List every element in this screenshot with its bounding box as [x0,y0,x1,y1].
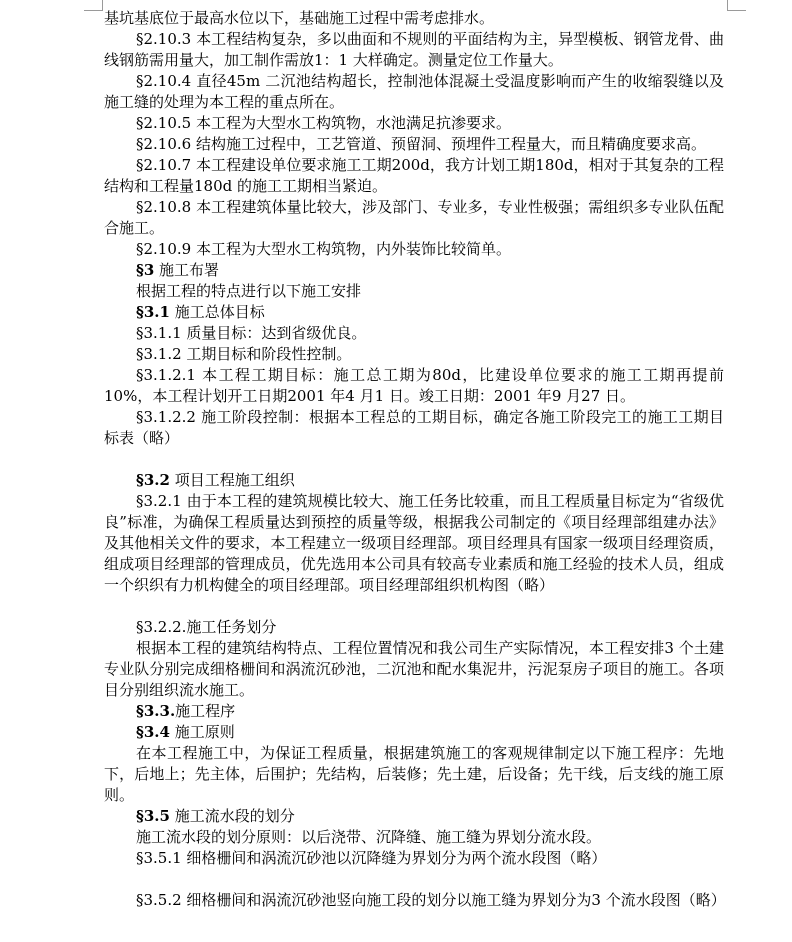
body-paragraph: §2.10.6 结构施工过程中，工艺管道、预留洞、预埋件工程量大，而且精确度要求高。 [136,135,706,153]
section-number: §3 [136,261,155,279]
body-paragraph: 在本工程施工中，为保证工程质量，根据建筑施工的客观规律制定以下施工程序：先地下，后地上；先主体，后围护；先结构，后装修；先土建，后设备；先干线，后支线的施工原则。 [104,744,724,804]
body-paragraph: §3.5.1 细格栅间和涡流沉砂池以沉降缝为界划分为两个流水段图（略） [136,849,607,867]
body-paragraph: §3.5.2 细格栅间和涡流沉砂池竖向施工段的划分以施工缝为界划分为3 个流水段图（略） [136,891,726,909]
body-paragraph: 根据工程的特点进行以下施工安排 [136,282,362,300]
section-number: §3.3. [136,702,176,720]
body-paragraph: §3.2.2.施工任务划分 [136,618,277,636]
section-heading [104,260,724,281]
body-paragraph: 基坑基底位于最高水位以下，基础施工过程中需考虑排水。 [104,9,495,27]
document-body [104,8,724,911]
body-paragraph: 根据本工程的建筑结构特点、工程位置情况和我公司生产实际情况，本工程安排3 个土建专业队分别完成细格栅间和涡流沉砂池，二沉池和配水集泥井，污泥泵房子项目的施工。各项目分别组织流水施工。 [104,639,724,699]
section-title: 施工总体目标 [169,303,265,321]
body-paragraph: §3.1.2 工期目标和阶段性控制。 [136,345,352,363]
section-title: 施工布署 [154,261,220,279]
margin-marker-top-left [84,0,103,11]
body-paragraph: §2.10.4 直径45m 二沉池结构超长，控制池体混凝土受温度影响而产生的收缩裂缝以及施工缝的处理为本工程的重点所在。 [104,72,724,111]
section-number: §3.4 [136,723,170,741]
body-paragraph: §2.10.7 本工程建设单位要求施工工期200d，我方计划工期180d，相对于其复杂的工程结构和工程量180d 的施工工期相当紧迫。 [104,156,724,195]
section-heading [104,701,724,722]
section-heading [104,470,724,491]
section-heading [104,722,724,743]
body-paragraph: 施工流水段的划分原则：以后浇带、沉降缝、施工缝为界划分流水段。 [136,828,602,846]
section-title: 施工流水段的划分 [169,807,295,825]
body-paragraph: §3.1.2.1 本工程工期目标：施工总工期为80d，比建设单位要求的施工工期再提前10%，本工程计划开工日期2001 年4 月1 日。竣工日期：2001 年9 月27 日。 [104,366,724,405]
section-number: §3.1 [136,303,170,321]
section-heading [104,302,724,323]
body-paragraph: §3.2.1 由于本工程的建筑规模比较大、施工任务比较重，而且工程质量目标定为“省级优良”标准，为确保工程质量达到预控的质量等级，根据我公司制定的《项目经理部组建办法》及其他相关文件的要求，本工程建立一级项目经理部。项目经理具有国家一级项目经理资质，组成项目经理部的管理成员，优先选用本公司具有较高专业素质和施工经验的技术人员，组成一个织织有力机构健全的项目经理部。项目经理部组织机构图（略） [104,492,724,594]
body-paragraph: §2.10.5 本工程为大型水工构筑物，水池满足抗渗要求。 [136,114,511,132]
body-paragraph: §2.10.9 本工程为大型水工构筑物，内外装饰比较简单。 [136,240,511,258]
section-title: 施工原则 [169,723,235,741]
section-number: §3.2 [136,471,170,489]
section-title: 施工程序 [175,702,236,720]
margin-marker-top-right [727,0,746,11]
body-paragraph: §2.10.3 本工程结构复杂，多以曲面和不规则的平面结构为主，异型模板、钢管龙骨、曲线钢筋需用量大，加工制作需放1：1 大样确定。测量定位工作量大。 [104,30,724,69]
body-paragraph: §3.1.2.2 施工阶段控制：根据本工程总的工期目标，确定各施工阶段完工的施工工期目标表（略） [104,408,724,447]
section-heading [104,806,724,827]
section-title: 项目工程施工组织 [169,471,295,489]
body-paragraph: §2.10.8 本工程建筑体量比较大，涉及部门、专业多，专业性极强；需组织多专业队伍配合施工。 [104,198,724,237]
section-number: §3.5 [136,807,170,825]
body-paragraph: §3.1.1 质量目标：达到省级优良。 [136,324,367,342]
